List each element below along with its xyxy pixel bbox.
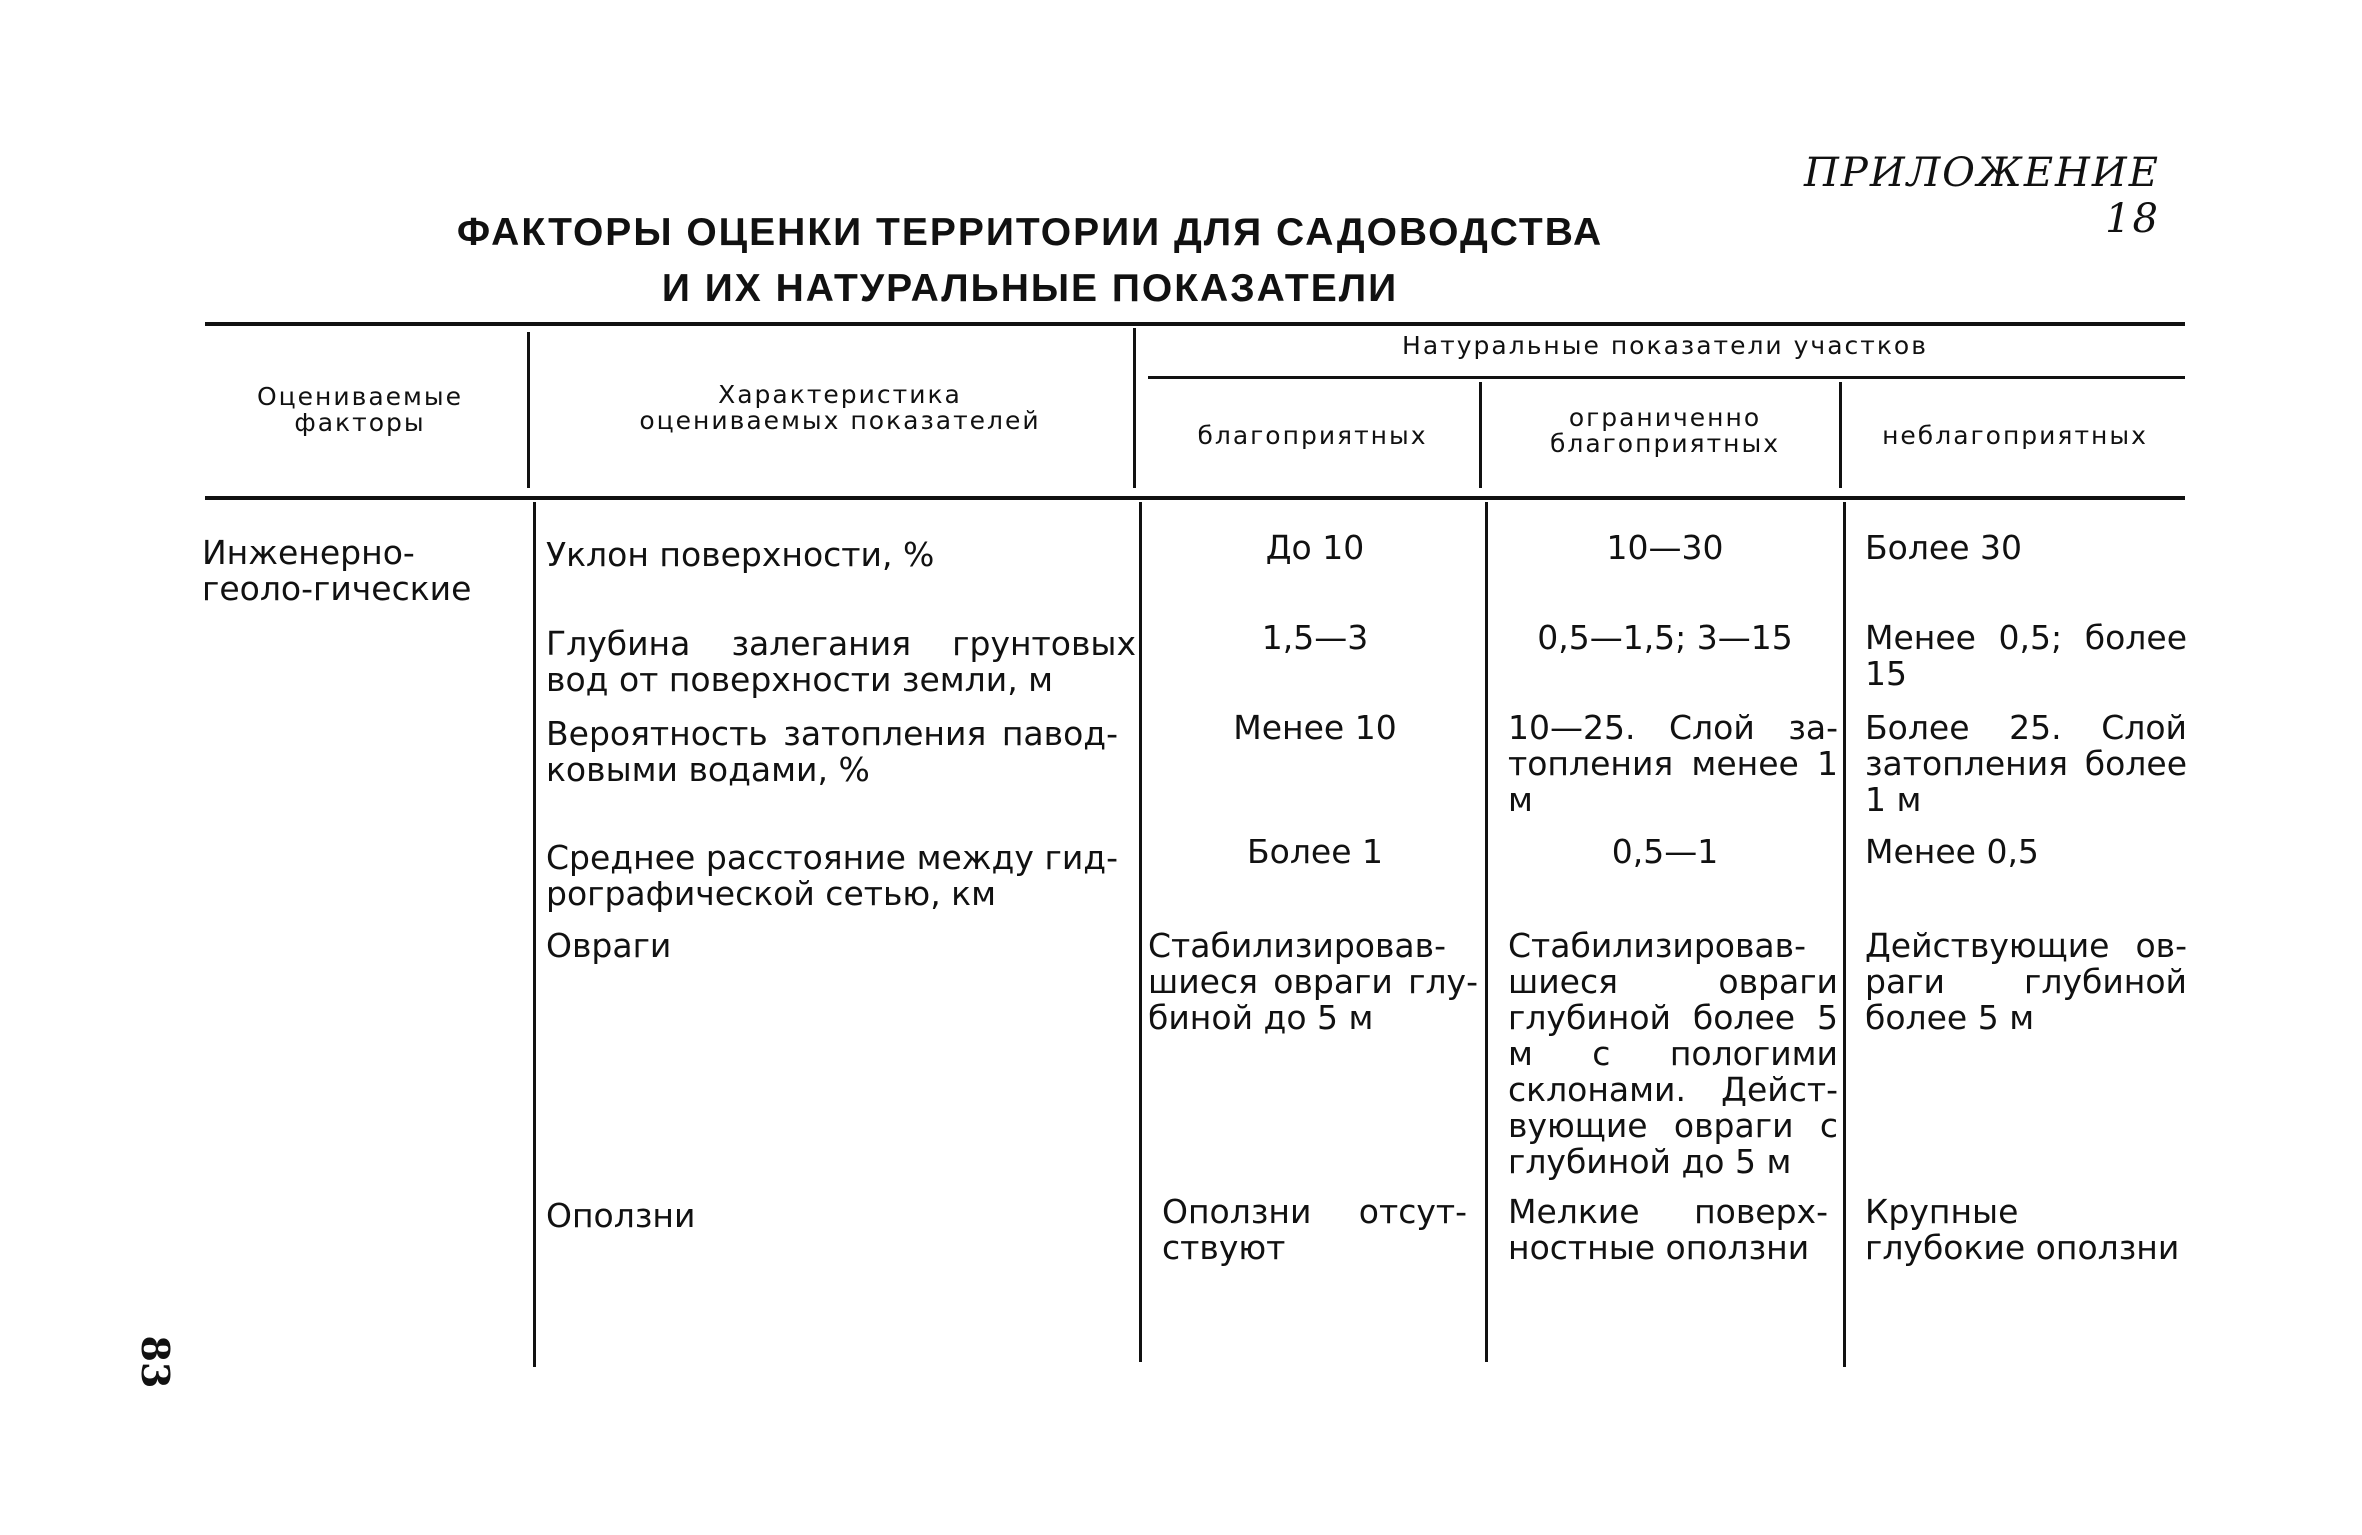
- row-1-favorable: До 10: [1265, 528, 1365, 567]
- column-divider-2: [1133, 328, 1136, 488]
- row-4-characteristic: Среднее расстояние между гид-рографической сетью, км: [546, 838, 1118, 913]
- header-characteristic: Характеристика оцениваемых показателей: [639, 380, 1041, 435]
- row-6-limited: Мелкие поверх-ностные оползни: [1508, 1192, 1828, 1267]
- row-3-unfavorable: Более 25. Слой затопления более 1 м: [1865, 708, 2187, 819]
- row-6-characteristic: Оползни: [546, 1196, 696, 1235]
- row-3-favorable: Менее 10: [1233, 708, 1397, 747]
- header-bottom-rule: [205, 496, 2185, 500]
- row-2-characteristic: Глубина залегания грунтовых вод от поверхности земли, м: [546, 624, 1136, 699]
- natural-header-rule: [1148, 376, 2185, 379]
- row-2-limited: 0,5—1,5; 3—15: [1537, 618, 1793, 657]
- page-number: 83: [133, 1335, 178, 1389]
- row-1-characteristic: Уклон поверхности, %: [546, 535, 935, 574]
- table-top-rule: [205, 322, 2185, 326]
- title-line-2: И ИХ НАТУРАЛЬНЫЕ ПОКАЗАТЕЛИ: [661, 267, 1399, 310]
- row-3-limited: 10—25. Слой за-топления менее 1 м: [1508, 708, 1838, 819]
- body-divider-3: [1485, 502, 1488, 1362]
- row-1-unfavorable: Более 30: [1865, 528, 2023, 567]
- row-2-favorable: 1,5—3: [1261, 618, 1369, 657]
- row-6-favorable: Оползни отсут-ствуют: [1162, 1192, 1467, 1267]
- header-unfavorable: неблагоприятных: [1882, 421, 2148, 450]
- row-2-unfavorable: Менее 0,5; более 15: [1865, 618, 2187, 693]
- header-favorable: благоприятных: [1197, 421, 1428, 450]
- page-title: [300, 205, 1760, 317]
- row-4-unfavorable: Менее 0,5: [1865, 832, 2039, 871]
- row-4-limited: 0,5—1: [1611, 832, 1719, 871]
- row-5-limited: Стабилизировав-шиеся овраги глубиной более 5 м с пологими склонами. Дейст-вующие овраги с глубиной до 5 м: [1508, 926, 1838, 1181]
- row-3-characteristic: Вероятность затопления павод-ковыми водами, %: [546, 714, 1118, 789]
- column-divider-4: [1839, 382, 1842, 488]
- body-divider-2: [1139, 502, 1142, 1362]
- row-1-limited: 10—30: [1606, 528, 1724, 567]
- body-divider-1: [533, 502, 536, 1367]
- header-factors: Оцениваемые факторы: [256, 382, 464, 437]
- row-6-unfavorable: Крупные глубокие оползни: [1865, 1192, 2180, 1267]
- column-divider-3: [1479, 382, 1482, 488]
- title-line-1: ФАКТОРЫ ОЦЕНКИ ТЕРРИТОРИИ ДЛЯ САДОВОДСТВА: [456, 211, 1604, 254]
- row-5-unfavorable: Действующие ов-раги глубиной более 5 м: [1865, 926, 2187, 1037]
- row-5-characteristic: Овраги: [546, 926, 672, 965]
- factor-group: Инженерно-геоло-гические: [202, 533, 472, 608]
- row-5-favorable: Стабилизировав-шиеся овраги глу-биной до 5 м: [1148, 926, 1478, 1037]
- header-natural: Натуральные показатели участков: [1402, 331, 1928, 360]
- header-limited: ограниченно благоприятных: [1549, 403, 1781, 458]
- column-divider-1: [527, 332, 530, 488]
- row-4-favorable: Более 1: [1246, 832, 1383, 871]
- body-divider-4: [1843, 502, 1846, 1367]
- appendix-label: ПРИЛОЖЕНИЕ 18: [1804, 150, 2160, 242]
